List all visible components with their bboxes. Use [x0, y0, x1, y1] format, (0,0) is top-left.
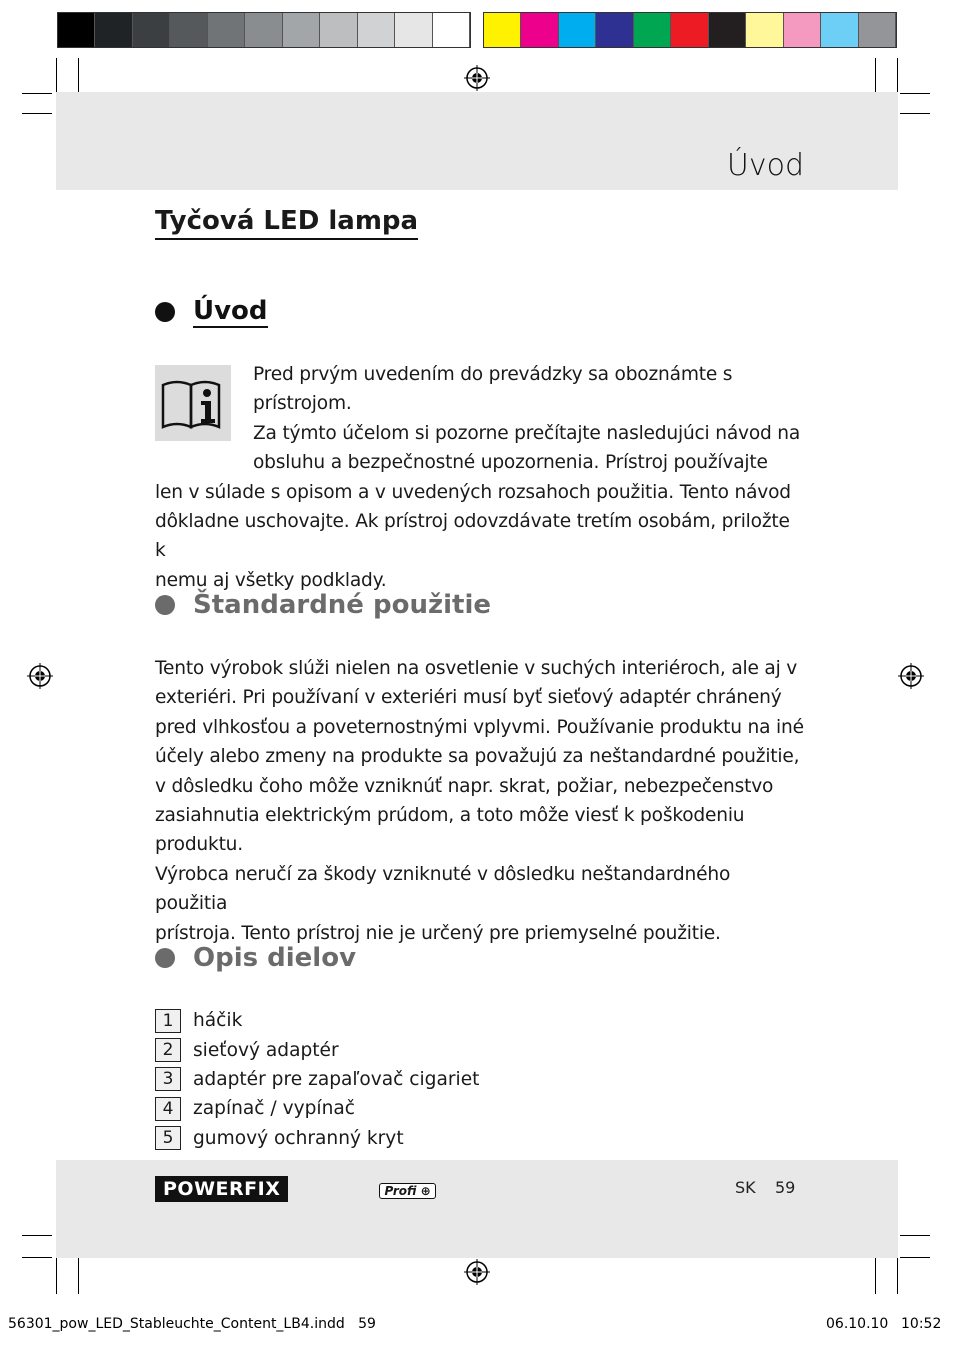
color-swatch — [821, 13, 858, 47]
list-item — [155, 1006, 479, 1035]
parts-list — [155, 1006, 479, 1153]
color-swatch — [484, 13, 521, 47]
plus-circle-icon: ⊕ — [416, 1184, 431, 1198]
crop-mark — [56, 1254, 57, 1294]
crop-mark — [900, 1235, 930, 1236]
slug-filename: 56301_pow_LED_Stableuchte_Content_LB4.indd 59 — [8, 1316, 376, 1332]
color-swatch — [671, 13, 708, 47]
text-line: Tento výrobok slúži nielen na osvetlenie v suchých interiéroch, ale aj v — [155, 658, 798, 679]
color-swatch — [746, 13, 783, 47]
text-line: exteriéri. Pri používaní v exteriéri musí byť sieťový adaptér chránený — [155, 687, 782, 709]
list-item — [155, 1065, 479, 1094]
grayscale-color-bar — [57, 12, 471, 48]
heading-intro-text: Úvod — [193, 296, 268, 326]
color-swatch — [559, 13, 596, 47]
bullet-icon — [155, 595, 175, 615]
powerfix-logo — [155, 1176, 436, 1202]
color-swatch — [133, 13, 170, 47]
crop-mark — [897, 58, 898, 96]
color-swatch — [320, 13, 357, 47]
color-swatch — [58, 13, 95, 47]
crop-mark — [22, 113, 52, 114]
heading-parts — [155, 943, 356, 973]
crop-mark — [78, 1254, 79, 1294]
bullet-icon — [155, 302, 175, 322]
document-title: Tyčová LED lampa — [155, 206, 418, 240]
part-number: 4 — [155, 1097, 181, 1121]
part-label: sieťový adaptér — [193, 1039, 339, 1061]
footer-band — [56, 1160, 898, 1258]
part-label: háčik — [193, 1010, 243, 1032]
text-line: nemu aj všetky podklady. — [155, 569, 387, 591]
crop-mark — [22, 1235, 52, 1236]
usage-paragraph — [155, 654, 805, 948]
list-item — [155, 1035, 479, 1064]
section-title: Úvod — [726, 148, 804, 183]
heading-usage-text: Štandardné použitie — [193, 590, 491, 620]
bullet-icon — [155, 948, 175, 968]
text-line: pred vlhkosťou a poveternostnými vplyvmi. Používanie produktu na iné — [155, 716, 804, 738]
color-swatch — [784, 13, 821, 47]
crop-mark — [897, 1254, 898, 1294]
slug-time: 10:52 — [901, 1316, 942, 1332]
logo-wordmark: POWERFIX — [155, 1176, 288, 1202]
intro-paragraph — [155, 360, 805, 595]
color-swatch — [170, 13, 207, 47]
crop-mark — [900, 113, 930, 114]
heading-usage — [155, 590, 491, 620]
color-swatch — [208, 13, 245, 47]
page-number: 59 — [775, 1178, 796, 1197]
logo-subbrand: Profi — [384, 1184, 417, 1198]
crop-mark — [22, 93, 52, 94]
color-swatch — [433, 13, 470, 47]
crop-mark — [875, 1254, 876, 1294]
list-item — [155, 1124, 479, 1153]
slug-date: 06.10.10 — [826, 1316, 889, 1332]
color-swatch — [358, 13, 395, 47]
crop-mark — [78, 58, 79, 96]
heading-intro — [155, 296, 268, 328]
part-label: zapínač / vypínač — [193, 1098, 355, 1120]
registration-mark-icon — [27, 663, 53, 689]
color-swatch — [859, 13, 896, 47]
color-swatch — [521, 13, 558, 47]
process-color-bar — [483, 12, 897, 48]
list-item — [155, 1094, 479, 1123]
color-swatch — [596, 13, 633, 47]
text-line: zasiahnutia elektrickým prúdom, a toto môže viesť k poškodeniu produktu. — [155, 805, 745, 856]
crop-mark — [22, 1257, 52, 1258]
text-line: len v súlade s opisom a v uvedených rozsahoch použitia. Tento návod — [155, 481, 791, 503]
text-line: v dôsledku čoho môže vzniknúť napr. skrat, požiar, nebezpečenstvo — [155, 775, 774, 797]
text-line: Výrobca neručí za škody vzniknuté v dôsledku neštandardného použitia — [155, 863, 731, 915]
crop-mark — [56, 58, 57, 96]
heading-parts-text: Opis dielov — [193, 943, 357, 973]
color-swatch — [395, 13, 432, 47]
registration-mark-icon — [464, 65, 490, 91]
registration-mark-icon — [464, 1259, 490, 1285]
text-line: Pred prvým uvedením do prevádzky sa oboznámte s prístrojom. — [253, 364, 733, 415]
color-swatch — [245, 13, 282, 47]
part-number: 5 — [155, 1126, 181, 1150]
color-swatch — [283, 13, 320, 47]
text-line: dôkladne uschovajte. Ak prístroj odovzdávate tretím osobám, priložte k — [155, 511, 790, 562]
part-label: gumový ochranný kryt — [193, 1127, 404, 1149]
color-swatch — [709, 13, 746, 47]
registration-mark-icon — [898, 663, 924, 689]
part-label: adaptér pre zapaľovač cigariet — [193, 1068, 480, 1090]
part-number: 3 — [155, 1067, 181, 1091]
color-swatch — [95, 13, 132, 47]
text-line: Za týmto účelom si pozorne prečítajte nasledujúci návod na — [253, 422, 801, 444]
crop-mark — [875, 58, 876, 96]
crop-mark — [900, 1257, 930, 1258]
part-number: 1 — [155, 1009, 181, 1033]
language-code: SK — [735, 1178, 756, 1197]
text-line: účely alebo zmeny na produkte sa považujú za neštandardné použitie, — [155, 746, 800, 768]
text-line: obsluhu a bezpečnostné upozornenia. Prístroj používajte — [253, 452, 768, 474]
text-line: prístroja. Tento prístroj nie je určený pre priemyselné použitie. — [155, 922, 721, 944]
part-number: 2 — [155, 1038, 181, 1062]
color-swatch — [634, 13, 671, 47]
crop-mark — [900, 93, 930, 94]
